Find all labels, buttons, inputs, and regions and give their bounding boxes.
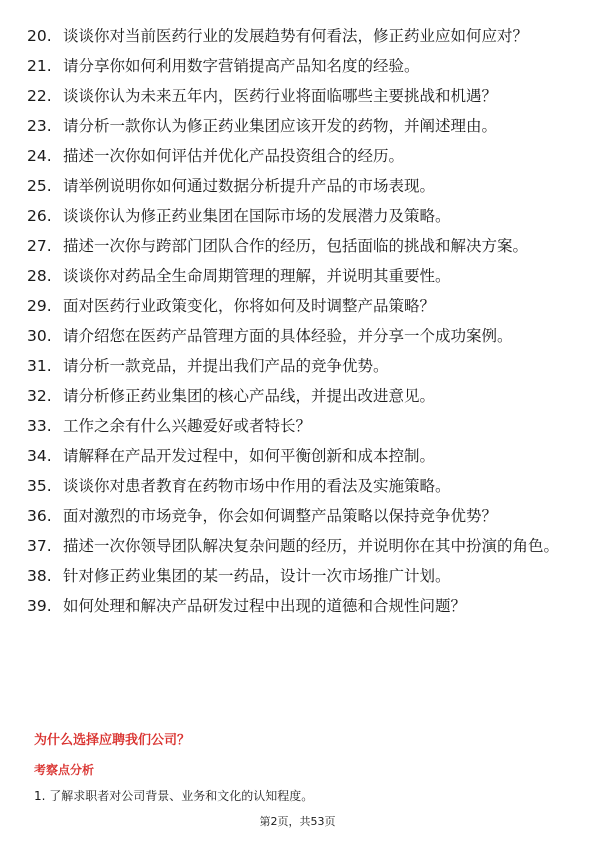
question-item (27, 266, 567, 287)
question-item (27, 296, 567, 317)
page-footer: 第2页，共53页 (259, 815, 336, 828)
question-text: 请举例说明你如何通过数据分析提升产品的市场表现。 (63, 177, 436, 195)
question-text: 请介绍您在医药产品管理方面的具体经验，并分享一个成功案例。 (63, 327, 513, 345)
question-item (27, 506, 567, 527)
question-number: 29. (27, 297, 52, 315)
question-item (27, 56, 567, 77)
question-number: 32. (27, 387, 52, 405)
question-text: 针对修正药业集团的某一药品，设计一次市场推广计划。 (63, 567, 451, 585)
question-text: 工作之余有什么兴趣爱好或者特长？ (63, 417, 312, 435)
question-number: 31. (27, 357, 52, 375)
question-text: 谈谈你对药品全生命周期管理的理解，并说明其重要性。 (63, 267, 451, 285)
question-number: 39. (27, 597, 52, 615)
question-item (27, 536, 567, 557)
question-text: 请分析一款竞品，并提出我们产品的竞争优势。 (63, 357, 389, 375)
analysis-item: 1. 了解求职者对公司背景、业务和文化的认知程度。 (34, 789, 314, 803)
question-text: 谈谈你认为修正药业集团在国际市场的发展潜力及策略。 (63, 207, 451, 225)
question-number: 21. (27, 57, 52, 75)
question-text: 谈谈你对患者教育在药物市场中作用的看法及实施策略。 (63, 477, 451, 495)
question-item (27, 446, 567, 467)
question-number: 28. (27, 267, 52, 285)
question-number: 27. (27, 237, 52, 255)
question-number: 20. (27, 27, 52, 45)
analysis-subheading: 考察点分析 (34, 763, 95, 777)
question-number: 37. (27, 537, 52, 555)
question-number: 33. (27, 417, 52, 435)
question-item (27, 176, 567, 197)
question-list (27, 26, 567, 626)
question-number: 34. (27, 447, 52, 465)
question-item (27, 416, 567, 437)
question-number: 24. (27, 147, 52, 165)
question-text: 请解释在产品开发过程中，如何平衡创新和成本控制。 (63, 447, 436, 465)
question-item (27, 236, 567, 257)
question-number: 23. (27, 117, 52, 135)
question-item (27, 596, 567, 617)
question-item (27, 116, 567, 137)
question-text: 请分享你如何利用数字营销提高产品知名度的经验。 (63, 57, 420, 75)
question-text: 描述一次你如何评估并优化产品投资组合的经历。 (63, 147, 405, 165)
question-text: 谈谈你对当前医药行业的发展趋势有何看法，修正药业应如何应对？ (63, 27, 529, 45)
question-item (27, 326, 567, 347)
question-item (27, 206, 567, 227)
question-text: 面对激烈的市场竞争，你会如何调整产品策略以保持竞争优势？ (63, 507, 498, 525)
question-number: 26. (27, 207, 52, 225)
question-text: 请分析修正药业集团的核心产品线，并提出改进意见。 (63, 387, 436, 405)
section-heading: 为什么选择应聘我们公司？ (34, 733, 191, 748)
question-item (27, 386, 567, 407)
question-number: 38. (27, 567, 52, 585)
question-text: 请分析一款你认为修正药业集团应该开发的药物，并阐述理由。 (63, 117, 498, 135)
question-text: 如何处理和解决产品研发过程中出现的道德和合规性问题？ (63, 597, 467, 615)
question-item (27, 356, 567, 377)
question-item (27, 566, 567, 587)
question-item (27, 86, 567, 107)
question-item (27, 26, 567, 47)
question-item (27, 476, 567, 497)
question-text: 谈谈你认为未来五年内，医药行业将面临哪些主要挑战和机遇？ (63, 87, 498, 105)
question-number: 35. (27, 477, 52, 495)
question-number: 22. (27, 87, 52, 105)
question-text: 面对医药行业政策变化，你将如何及时调整产品策略？ (63, 297, 436, 315)
question-text: 描述一次你与跨部门团队合作的经历，包括面临的挑战和解决方案。 (63, 237, 529, 255)
question-number: 30. (27, 327, 52, 345)
question-item (27, 146, 567, 167)
question-number: 25. (27, 177, 52, 195)
question-number: 36. (27, 507, 52, 525)
question-text: 描述一次你领导团队解决复杂问题的经历，并说明你在其中扮演的角色。 (63, 537, 560, 555)
